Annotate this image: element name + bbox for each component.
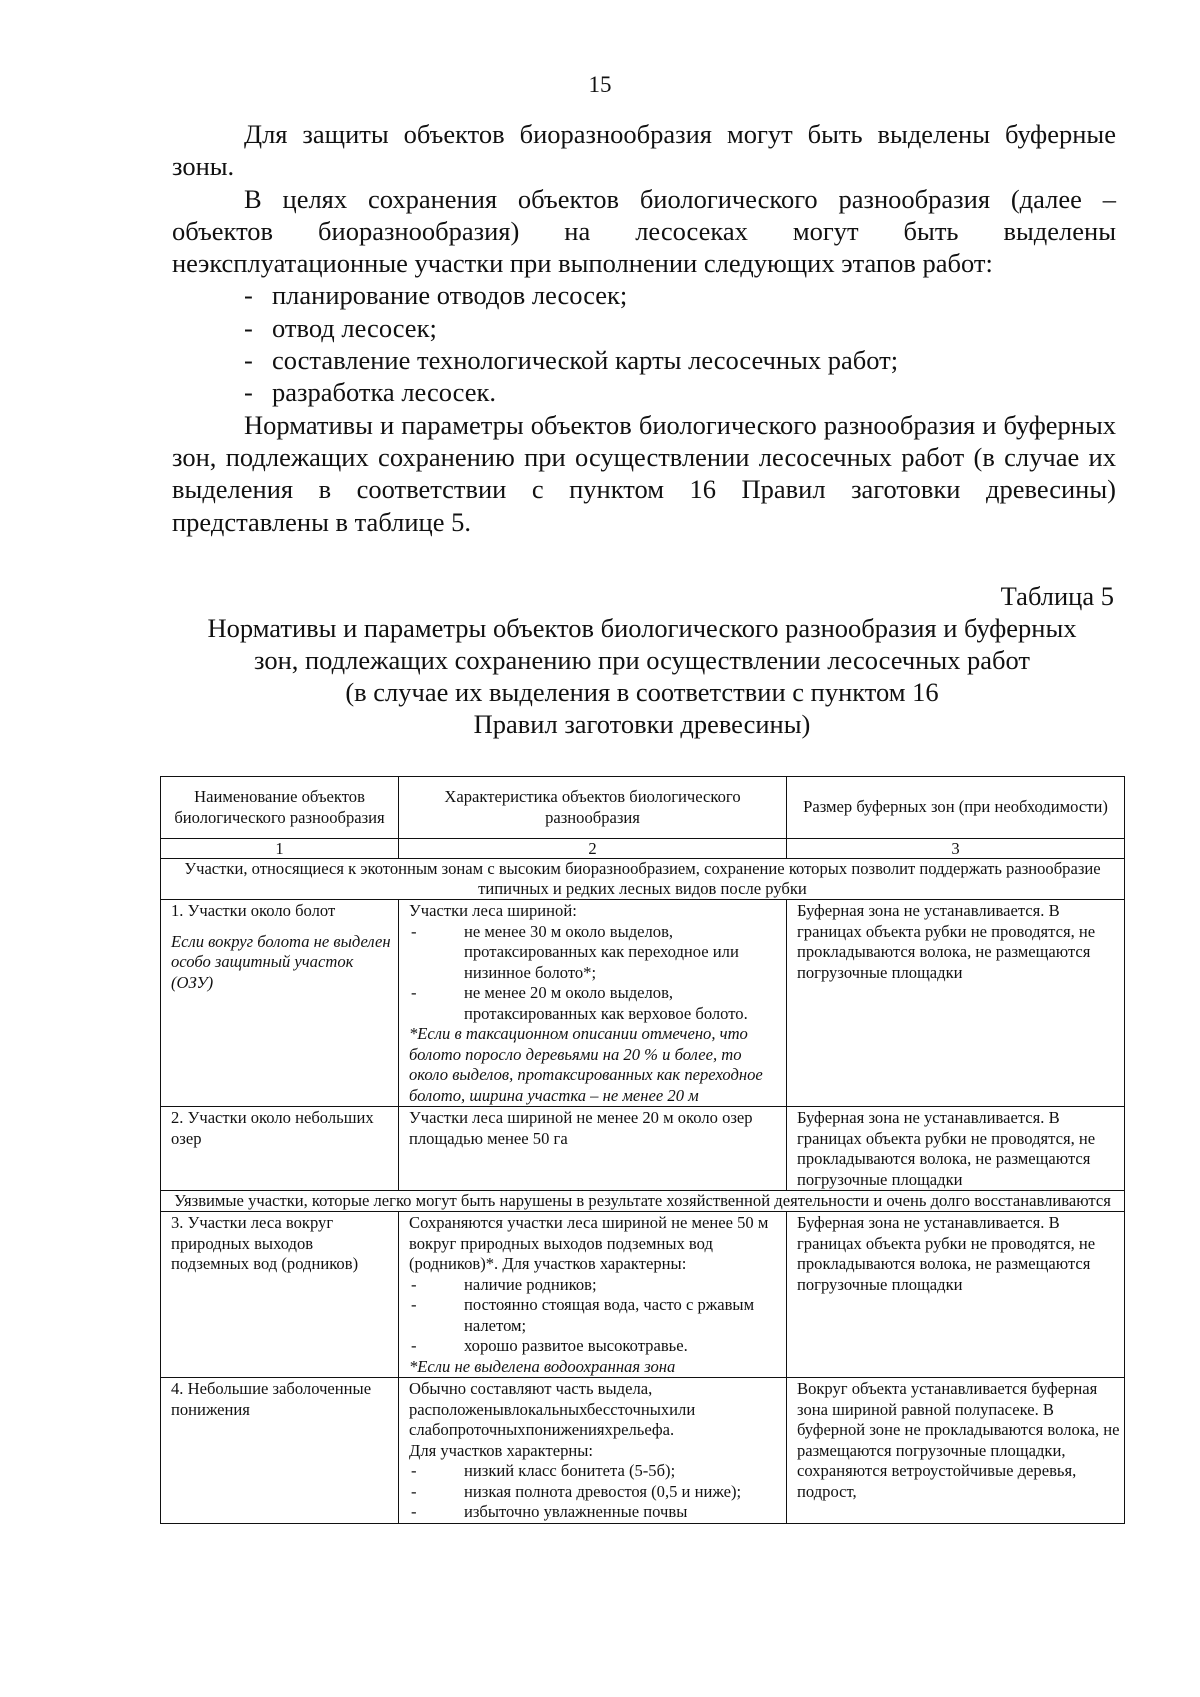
buffer-zone-cell: Буферная зона не устанавливается. В границах объекта рубки не проводятся, не прокладываются волока, не размещаются погрузочные площадки bbox=[787, 1212, 1125, 1378]
description-item: - избыточно увлажненные почвы bbox=[409, 1502, 782, 1523]
table-label: Таблица 5 bbox=[1000, 581, 1114, 611]
description-note: *Если в таксационном описании отмечено, что болото поросло деревьями на 20 % и более, то около выделов, протаксированных как переходное болото, ширина участка – не менее 20 м bbox=[409, 1024, 763, 1105]
description-item: - хорошо развитое высокотравье. bbox=[409, 1336, 782, 1357]
object-description-cell: Участки леса шириной не менее 20 м около озер площадью менее 50 га bbox=[399, 1107, 787, 1191]
object-name-cell: 2. Участки около небольших озер bbox=[161, 1107, 399, 1191]
description-note: *Если не выделена водоохранная зона bbox=[409, 1356, 676, 1376]
section-row bbox=[161, 859, 1125, 900]
paragraph-non-exploitation-areas: В целях сохранения объектов биологического разнообразия (далее – объектов биоразнообразия) на лесосеках могут быть выделены неэксплуатационные участки при выполнении следующих этапов работ: bbox=[172, 183, 1116, 279]
table-row bbox=[161, 1107, 1125, 1191]
header-cell: Характеристика объектов биологического разнообразия bbox=[399, 777, 787, 839]
description-item: - низкий класс бонитета (5-5б); bbox=[409, 1461, 782, 1482]
body-text bbox=[172, 118, 1116, 538]
work-stage-item: - разработка лесосек. bbox=[172, 376, 1116, 408]
table-row bbox=[161, 1378, 1125, 1524]
description-list bbox=[409, 922, 782, 1025]
header-cell: Наименование объектов биологического разнообразия bbox=[161, 777, 399, 839]
description-item: - наличие родников; bbox=[409, 1275, 782, 1296]
description-item: - низкая полнота древостоя (0,5 и ниже); bbox=[409, 1482, 782, 1503]
page-number: 15 bbox=[588, 72, 612, 97]
table-caption-line: (в случае их выделения в соответствии с пунктом 16 bbox=[345, 677, 939, 707]
description-intro: Сохраняются участки леса шириной не менее 50 м вокруг природных выходов подземных вод (родников)*. Для участков характерны: bbox=[409, 1213, 769, 1273]
description-list bbox=[409, 1461, 782, 1523]
description-intro: Участки леса шириной: bbox=[409, 901, 577, 920]
description-item: - не менее 30 м около выделов, протаксированных как переходное или низинное болото*; bbox=[409, 922, 782, 984]
description-list bbox=[409, 1275, 782, 1357]
table-caption-line: зон, подлежащих сохранению при осуществлении лесосечных работ bbox=[254, 645, 1030, 675]
table-caption-line: Правил заготовки древесины) bbox=[473, 709, 811, 739]
work-stage-item: - планирование отводов лесосек; bbox=[172, 279, 1116, 311]
buffer-zone-cell: Буферная зона не устанавливается. В границах объекта рубки не проводятся, не прокладываются волока, не размещаются погрузочные площадки bbox=[787, 900, 1125, 1107]
column-number: 2 bbox=[399, 839, 787, 859]
object-name-cell: 4. Небольшие заболоченные понижения bbox=[161, 1378, 399, 1524]
object-name: 1. Участки около болот bbox=[171, 901, 336, 920]
buffer-zone-cell: Вокруг объекта устанавливается буферная зона шириной равной полупасеке. В буферной зоне не прокладываются волока, не размещаются погрузочные площадки, сохраняются ветроустойчивые деревья, подрост, bbox=[787, 1378, 1125, 1524]
column-number: 3 bbox=[787, 839, 1125, 859]
table-caption-line: Нормативы и параметры объектов биологического разнообразия и буферных bbox=[207, 613, 1077, 643]
table-heading bbox=[160, 580, 1124, 740]
work-stages-list bbox=[172, 279, 1116, 408]
table-row bbox=[161, 900, 1125, 1107]
object-description-cell bbox=[399, 1212, 787, 1378]
object-description-cell bbox=[399, 900, 787, 1107]
paragraph-buffer-zones: Для защиты объектов биоразнообразия могут быть выделены буферные зоны. bbox=[172, 119, 1116, 182]
table-caption bbox=[160, 612, 1124, 740]
table-header-row bbox=[161, 777, 1125, 839]
work-stage-item: - составление технологической карты лесосечных работ; bbox=[172, 344, 1116, 376]
object-name-cell: 3. Участки леса вокруг природных выходов подземных вод (родников) bbox=[161, 1212, 399, 1378]
buffer-zone-cell: Буферная зона не устанавливается. В границах объекта рубки не проводятся, не прокладываются волока, не размещаются погрузочные площадки bbox=[787, 1107, 1125, 1191]
description-item: - не менее 20 м около выделов, протаксированных как верховое болото. bbox=[409, 983, 782, 1024]
column-number-row bbox=[161, 839, 1125, 859]
section-heading: Уязвимые участки, которые легко могут быть нарушены в результате хозяйственной деятельности и очень долго восстанавливаются bbox=[161, 1191, 1125, 1212]
paragraph-norms-reference: Нормативы и параметры объектов биологического разнообразия и буферных зон, подлежащих сохранению при осуществлении лесосечных работ (в случае их выделения в соответствии с пунктом 16 Правил заготовки древесины) представлены в таблице 5. bbox=[172, 409, 1116, 537]
description-item: - постоянно стоящая вода, часто с ржавым налетом; bbox=[409, 1295, 782, 1336]
section-row bbox=[161, 1191, 1125, 1212]
object-description-cell bbox=[399, 1378, 787, 1524]
column-number: 1 bbox=[161, 839, 399, 859]
norms-table bbox=[160, 776, 1125, 1524]
description-intro: Для участков характерны: bbox=[409, 1440, 594, 1460]
object-name-note: Если вокруг болота не выделен особо защитный участок (ОЗУ) bbox=[171, 931, 391, 992]
section-heading: Участки, относящиеся к экотонным зонам с высоким биоразнообразием, сохранение которых позволит поддержать разнообразие типичных и редких лесных видов после рубки bbox=[161, 859, 1125, 900]
object-name-cell bbox=[161, 900, 399, 1107]
work-stage-item: - отвод лесосек; bbox=[172, 312, 1116, 344]
header-cell: Размер буферных зон (при необходимости) bbox=[787, 777, 1125, 839]
description-intro: Обычно составляют часть выдела, расположенывлокальныхбессточныхили слабопроточныхпониженияхрельефа. bbox=[409, 1379, 696, 1439]
table-row bbox=[161, 1212, 1125, 1378]
